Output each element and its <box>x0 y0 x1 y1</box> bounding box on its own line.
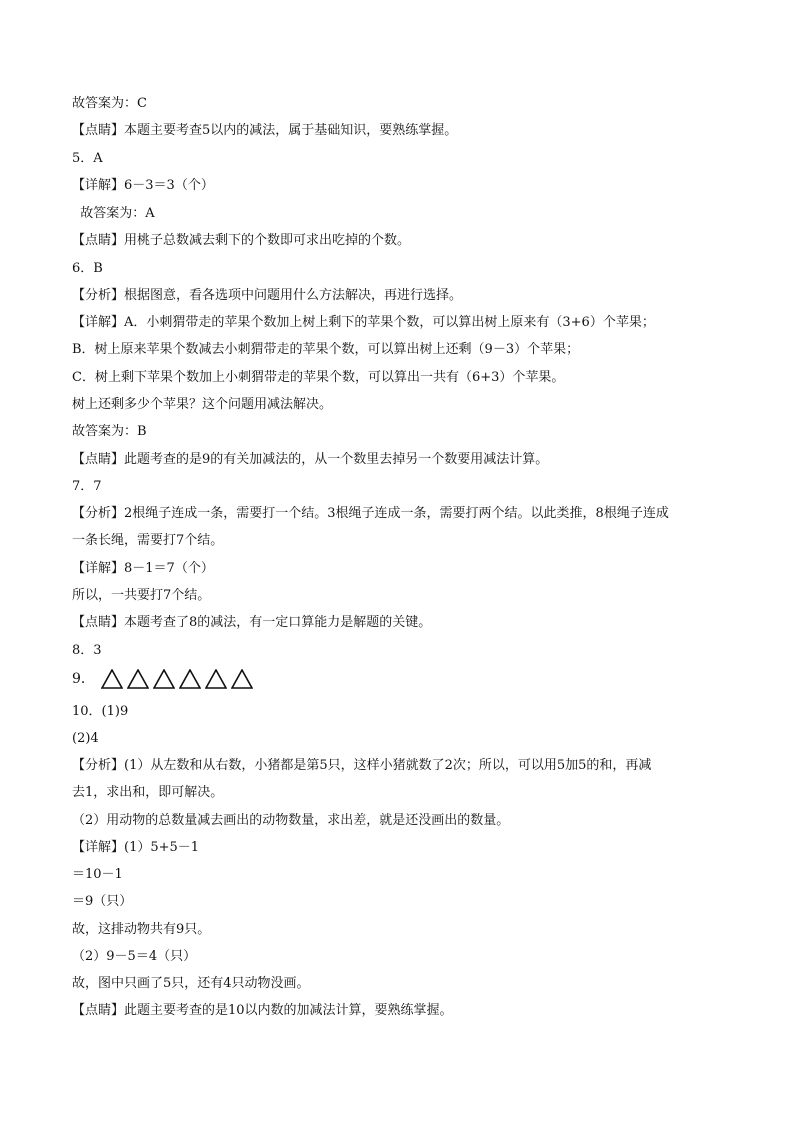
text-line-q10-analysis-2: （2）用动物的总数量减去画出的动物数量，求出差，就是还没画出的数量。 <box>72 813 510 828</box>
text-line-q10-part2: (2)4 <box>72 731 99 746</box>
text-line-q6-answer: 6．B <box>72 261 103 276</box>
q9-triangles-row <box>72 666 257 692</box>
text-line-q10-part1: 10．(1)9 <box>72 704 129 719</box>
triangle-icon <box>179 669 201 689</box>
text-line-q7-detail: 【详解】8－1＝7（个） <box>72 561 214 576</box>
text-line-q6-analysis: 【分析】根据图意，看各选项中问题用什么方法解决，再进行选择。 <box>72 288 463 303</box>
text-line-q6-conclusion: 故答案为：B <box>72 424 147 439</box>
text-line-q5-comment: 【点睛】用桃子总数减去剩下的个数即可求出吃掉的个数。 <box>72 233 411 248</box>
text-line-q6-summary: 树上还剩多少个苹果？这个问题用减法解决。 <box>72 397 333 412</box>
text-line-q7-comment: 【点睛】本题考查了8的减法，有一定口算能力是解题的关键。 <box>72 615 432 630</box>
q9-label: 9． <box>72 671 95 687</box>
text-line-q10-step-1: ＝10－1 <box>72 867 123 882</box>
text-line-q10-conclusion-2: 故，图中只画了5只，还有4只动物没画。 <box>72 976 310 991</box>
text-line-answer-c: 故答案为：C <box>72 96 147 111</box>
text-line-q7-answer: 7．7 <box>72 479 102 494</box>
triangle-icon <box>101 669 123 689</box>
text-line-q5-detail: 【详解】6－3＝3（个） <box>72 178 214 193</box>
text-line-q10-comment: 【点睛】此题主要考查的是10以内数的加减法计算，要熟练掌握。 <box>72 1003 453 1018</box>
text-line-q10-conclusion-1: 故，这排动物共有9只。 <box>72 922 211 937</box>
triangle-icon <box>153 669 175 689</box>
text-line-q7-summary: 所以，一共要打7个结。 <box>72 588 211 603</box>
text-line-q10-detail-2: （2）9－5＝4（只） <box>72 949 197 964</box>
text-line-q10-step-2: ＝9（只） <box>72 894 133 909</box>
text-line-q10-detail: 【详解】(1）5+5－1 <box>72 840 200 855</box>
text-line-q5-conclusion: 故答案为：A <box>72 206 155 221</box>
text-line-q5-answer: 5．A <box>72 151 103 166</box>
text-line-q6-detail-c: C．树上剩下苹果个数加上小刺猬带走的苹果个数，可以算出一共有（6+3）个苹果。 <box>72 370 565 385</box>
triangle-icon <box>231 669 253 689</box>
text-line-q7-analysis-cont: 一条长绳，需要打7个结。 <box>72 533 224 548</box>
text-line-q10-analysis-cont: 去1，求出和，即可解决。 <box>72 785 224 800</box>
text-line-q6-detail-a: 【详解】A．小刺猬带走的苹果个数加上树上剩下的苹果个数，可以算出树上原来有（3+6）个苹果； <box>72 315 655 330</box>
text-line-comment-4: 【点睛】本题主要考查5以内的减法，属于基础知识，要熟练掌握。 <box>72 123 458 138</box>
triangle-icon <box>127 669 149 689</box>
text-line-q10-analysis: 【分析】(1）从左数和从右数，小猪都是第5只，这样小猪就数了2次；所以，可以用5加5的和，再减 <box>72 758 652 773</box>
text-line-q8-answer: 8．3 <box>72 643 102 658</box>
triangle-icon <box>205 669 227 689</box>
text-line-q7-analysis: 【分析】2根绳子连成一条，需要打一个结。3根绳子连成一条，需要打两个结。以此类推，8根绳子连成 <box>72 506 669 521</box>
text-line-q6-comment: 【点睛】此题考查的是9的有关加减法的，从一个数里去掉另一个数要用减法计算。 <box>72 452 549 467</box>
text-line-q6-detail-b: B．树上原来苹果个数减去小刺猬带走的苹果个数，可以算出树上还剩（9－3）个苹果； <box>72 342 580 357</box>
